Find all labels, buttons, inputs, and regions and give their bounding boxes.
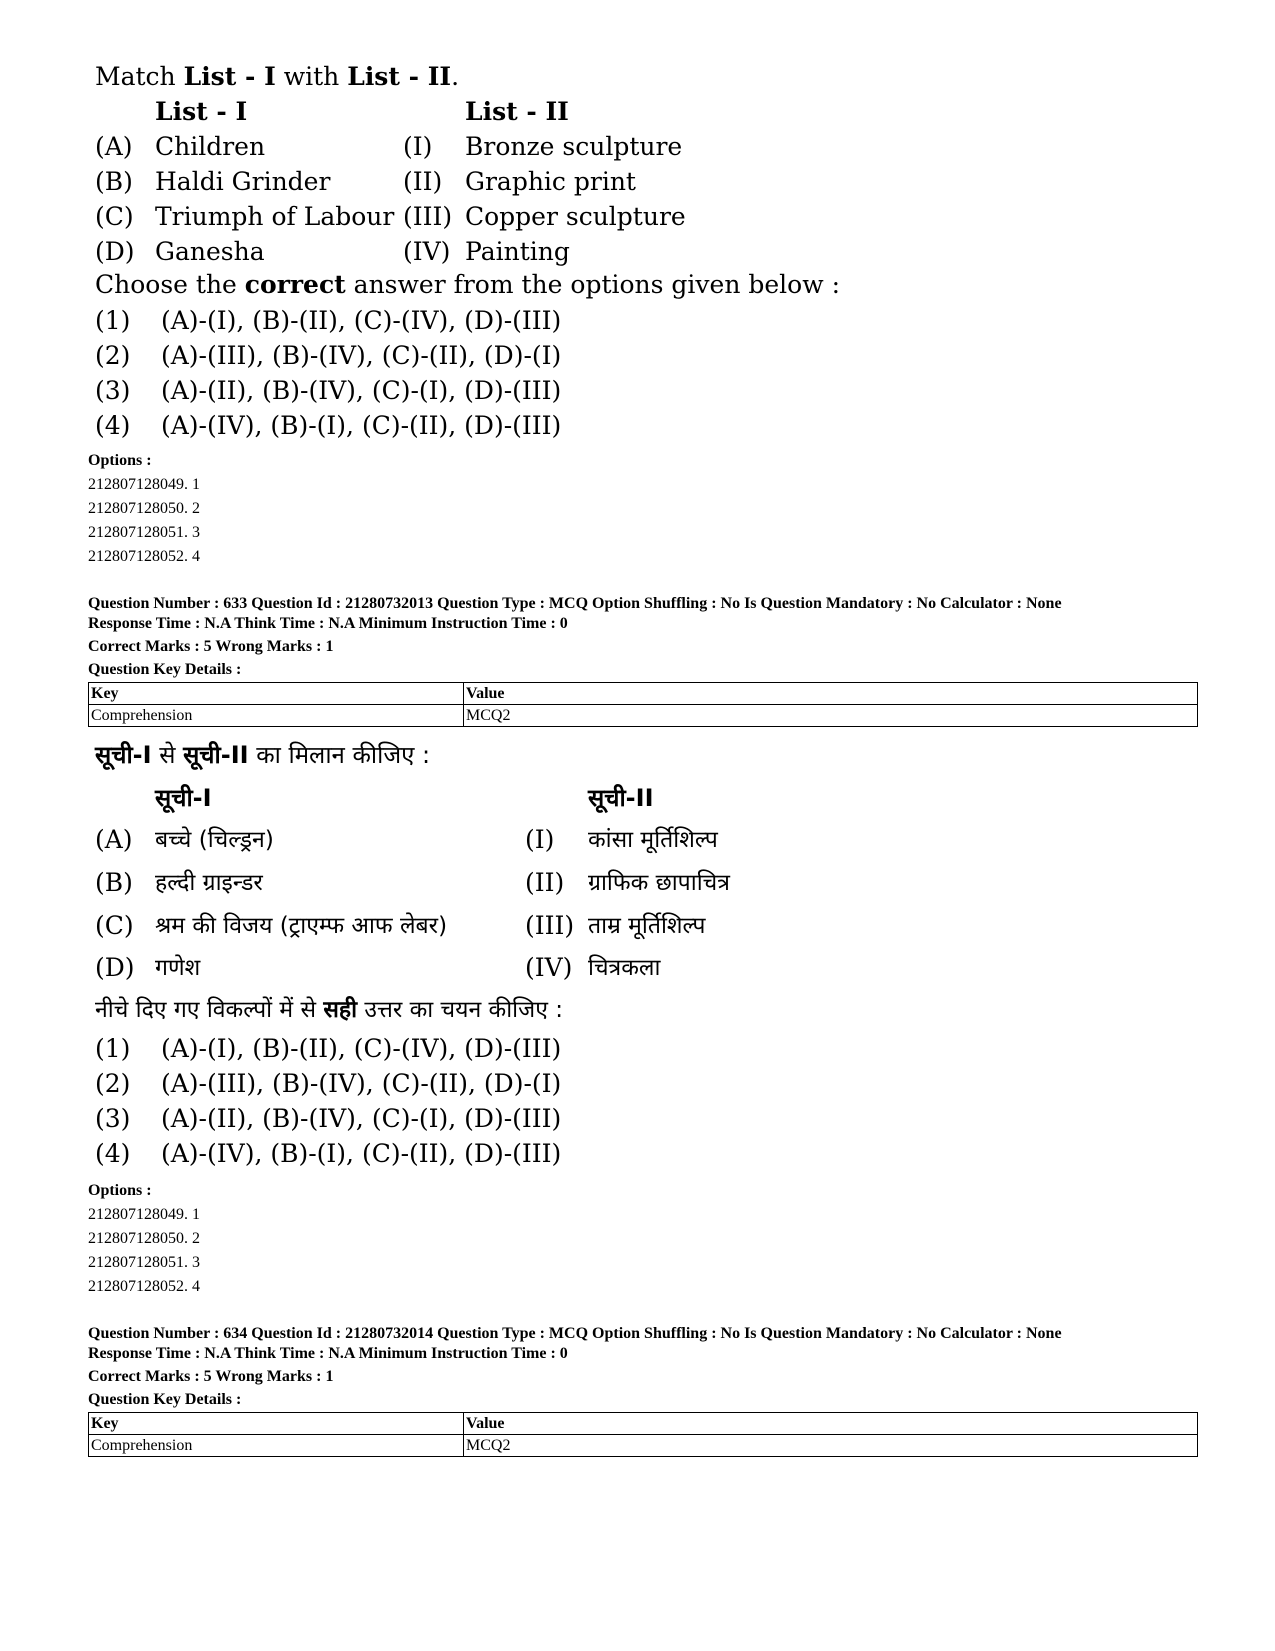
- row-label: (B): [95, 868, 133, 897]
- intro-text: से: [151, 741, 184, 769]
- list1-item: Triumph of Labour: [155, 202, 395, 231]
- key-header: Key: [89, 1413, 464, 1435]
- option-text: (A)-(I), (B)-(II), (C)-(IV), (D)-(III): [161, 1034, 562, 1063]
- choose-text: Choose the: [95, 270, 245, 299]
- meta-line: Question Key Details :: [88, 661, 242, 678]
- list2-item: ग्राफिक छापाचित्र: [588, 870, 730, 896]
- list2-header: List - II: [465, 97, 569, 126]
- option-number: (4): [95, 1139, 131, 1168]
- meta-line: Correct Marks : 5 Wrong Marks : 1: [88, 638, 334, 655]
- choose-instruction-hindi: [95, 992, 563, 1024]
- table-row: [89, 1435, 1198, 1457]
- value-header: Value: [464, 683, 1198, 705]
- list2-item: Bronze sculpture: [465, 132, 683, 161]
- option-id: 212807128050. 2: [88, 500, 200, 517]
- row-label: (D): [95, 237, 135, 266]
- option-text: (A)-(IV), (B)-(I), (C)-(II), (D)-(III): [161, 1139, 562, 1168]
- row-roman: (III): [525, 911, 575, 940]
- question-meta: [88, 1324, 1188, 1410]
- question-intro: [95, 62, 459, 91]
- choose-text: answer from the options given below :: [345, 270, 840, 299]
- row-label: (A): [95, 132, 133, 161]
- table-row: [89, 705, 1198, 727]
- question-key-table: [88, 1412, 1198, 1457]
- key-cell: Comprehension: [89, 705, 464, 727]
- value-header: Value: [464, 1413, 1198, 1435]
- list1-header: सूची-I: [155, 784, 212, 812]
- row-roman: (II): [525, 868, 565, 897]
- meta-line: Correct Marks : 5 Wrong Marks : 1: [88, 1368, 334, 1385]
- answer-options-english: [95, 306, 695, 446]
- intro-text: का मिलान कीजिए :: [248, 741, 431, 769]
- list2-item: Graphic print: [465, 167, 636, 196]
- intro-list2: List - II: [347, 62, 452, 91]
- table-header-row: [89, 683, 1198, 705]
- row-roman: (II): [403, 167, 443, 196]
- row-label: (B): [95, 167, 133, 196]
- option-ids: [88, 1179, 200, 1299]
- meta-line: Response Time : N.A Think Time : N.A Minimum Instruction Time : 0: [88, 615, 568, 632]
- option-id: 212807128052. 4: [88, 1278, 200, 1295]
- intro-list1: List - I: [183, 62, 276, 91]
- option-id: 212807128049. 1: [88, 476, 200, 493]
- option-number: (1): [95, 306, 131, 335]
- row-label: (C): [95, 202, 134, 231]
- option-text: (A)-(I), (B)-(II), (C)-(IV), (D)-(III): [161, 306, 562, 335]
- option-number: (1): [95, 1034, 131, 1063]
- list1-item: गणेश: [155, 955, 201, 981]
- option-text: (A)-(IV), (B)-(I), (C)-(II), (D)-(III): [161, 411, 562, 440]
- choose-bold: सही: [323, 997, 358, 1023]
- row-roman: (III): [403, 202, 453, 231]
- intro-text: with: [275, 62, 348, 91]
- question-meta: [88, 594, 1188, 680]
- list1-header: List - I: [155, 97, 248, 126]
- option-ids: [88, 449, 200, 569]
- option-id: 212807128051. 3: [88, 1254, 200, 1271]
- option-number: (3): [95, 1104, 131, 1133]
- option-id: 212807128050. 2: [88, 1230, 200, 1247]
- option-id: 212807128049. 1: [88, 1206, 200, 1223]
- list1-item: Haldi Grinder: [155, 167, 331, 196]
- meta-line: Question Number : 634 Question Id : 21280732014 Question Type : MCQ Option Shuffling : No Is Question Mandatory : No Calculator : None: [88, 1325, 1062, 1342]
- list1-item: Children: [155, 132, 266, 161]
- list2-item: ताम्र मूर्तिशिल्प: [588, 913, 706, 939]
- intro-list2: सूची-II: [183, 741, 249, 769]
- option-text: (A)-(III), (B)-(IV), (C)-(II), (D)-(I): [161, 341, 562, 370]
- list2-item: Copper sculpture: [465, 202, 686, 231]
- table-header-row: [89, 1413, 1198, 1435]
- list1-item: हल्दी ग्राइन्डर: [155, 870, 263, 896]
- list2-item: Painting: [465, 237, 570, 266]
- key-cell: Comprehension: [89, 1435, 464, 1457]
- row-label: (D): [95, 953, 135, 982]
- choose-bold: correct: [244, 270, 346, 299]
- option-number: (4): [95, 411, 131, 440]
- option-number: (2): [95, 1069, 131, 1098]
- intro-list1: सूची-I: [95, 741, 152, 769]
- row-roman: (I): [525, 825, 555, 854]
- match-table-hindi: [95, 778, 795, 988]
- row-label: (A): [95, 825, 133, 854]
- value-cell: MCQ2: [464, 705, 1198, 727]
- option-number: (2): [95, 341, 131, 370]
- choose-text: नीचे दिए गए विकल्पों में से: [95, 997, 324, 1023]
- question-intro-hindi: [95, 738, 430, 771]
- answer-options-hindi: [95, 1034, 695, 1174]
- list2-item: कांसा मूर्तिशिल्प: [588, 827, 718, 853]
- option-number: (3): [95, 376, 131, 405]
- options-label: Options :: [88, 1182, 152, 1199]
- choose-instruction: [95, 270, 840, 299]
- option-text: (A)-(III), (B)-(IV), (C)-(II), (D)-(I): [161, 1069, 562, 1098]
- row-roman: (IV): [525, 953, 573, 982]
- options-label: Options :: [88, 452, 152, 469]
- intro-text: Match: [95, 62, 184, 91]
- choose-text: उत्तर का चयन कीजिए :: [357, 997, 563, 1023]
- option-text: (A)-(II), (B)-(IV), (C)-(I), (D)-(III): [161, 1104, 562, 1133]
- row-label: (C): [95, 911, 134, 940]
- meta-line: Question Number : 633 Question Id : 21280732013 Question Type : MCQ Option Shuffling : No Is Question Mandatory : No Calculator : None: [88, 595, 1062, 612]
- list1-item: Ganesha: [155, 237, 265, 266]
- value-cell: MCQ2: [464, 1435, 1198, 1457]
- match-table-english: [95, 94, 795, 274]
- option-id: 212807128051. 3: [88, 524, 200, 541]
- row-roman: (I): [403, 132, 433, 161]
- question-key-table: [88, 682, 1198, 727]
- intro-text: .: [451, 62, 460, 91]
- meta-line: Response Time : N.A Think Time : N.A Minimum Instruction Time : 0: [88, 1345, 568, 1362]
- meta-line: Question Key Details :: [88, 1391, 242, 1408]
- key-header: Key: [89, 683, 464, 705]
- list1-item: श्रम की विजय (ट्राएम्फ आफ लेबर): [155, 913, 448, 939]
- list2-item: चित्रकला: [588, 955, 661, 981]
- option-text: (A)-(II), (B)-(IV), (C)-(I), (D)-(III): [161, 376, 562, 405]
- row-roman: (IV): [403, 237, 451, 266]
- list1-item: बच्चे (चिल्ड्रन): [155, 827, 274, 853]
- list2-header: सूची-II: [588, 784, 654, 812]
- option-id: 212807128052. 4: [88, 548, 200, 565]
